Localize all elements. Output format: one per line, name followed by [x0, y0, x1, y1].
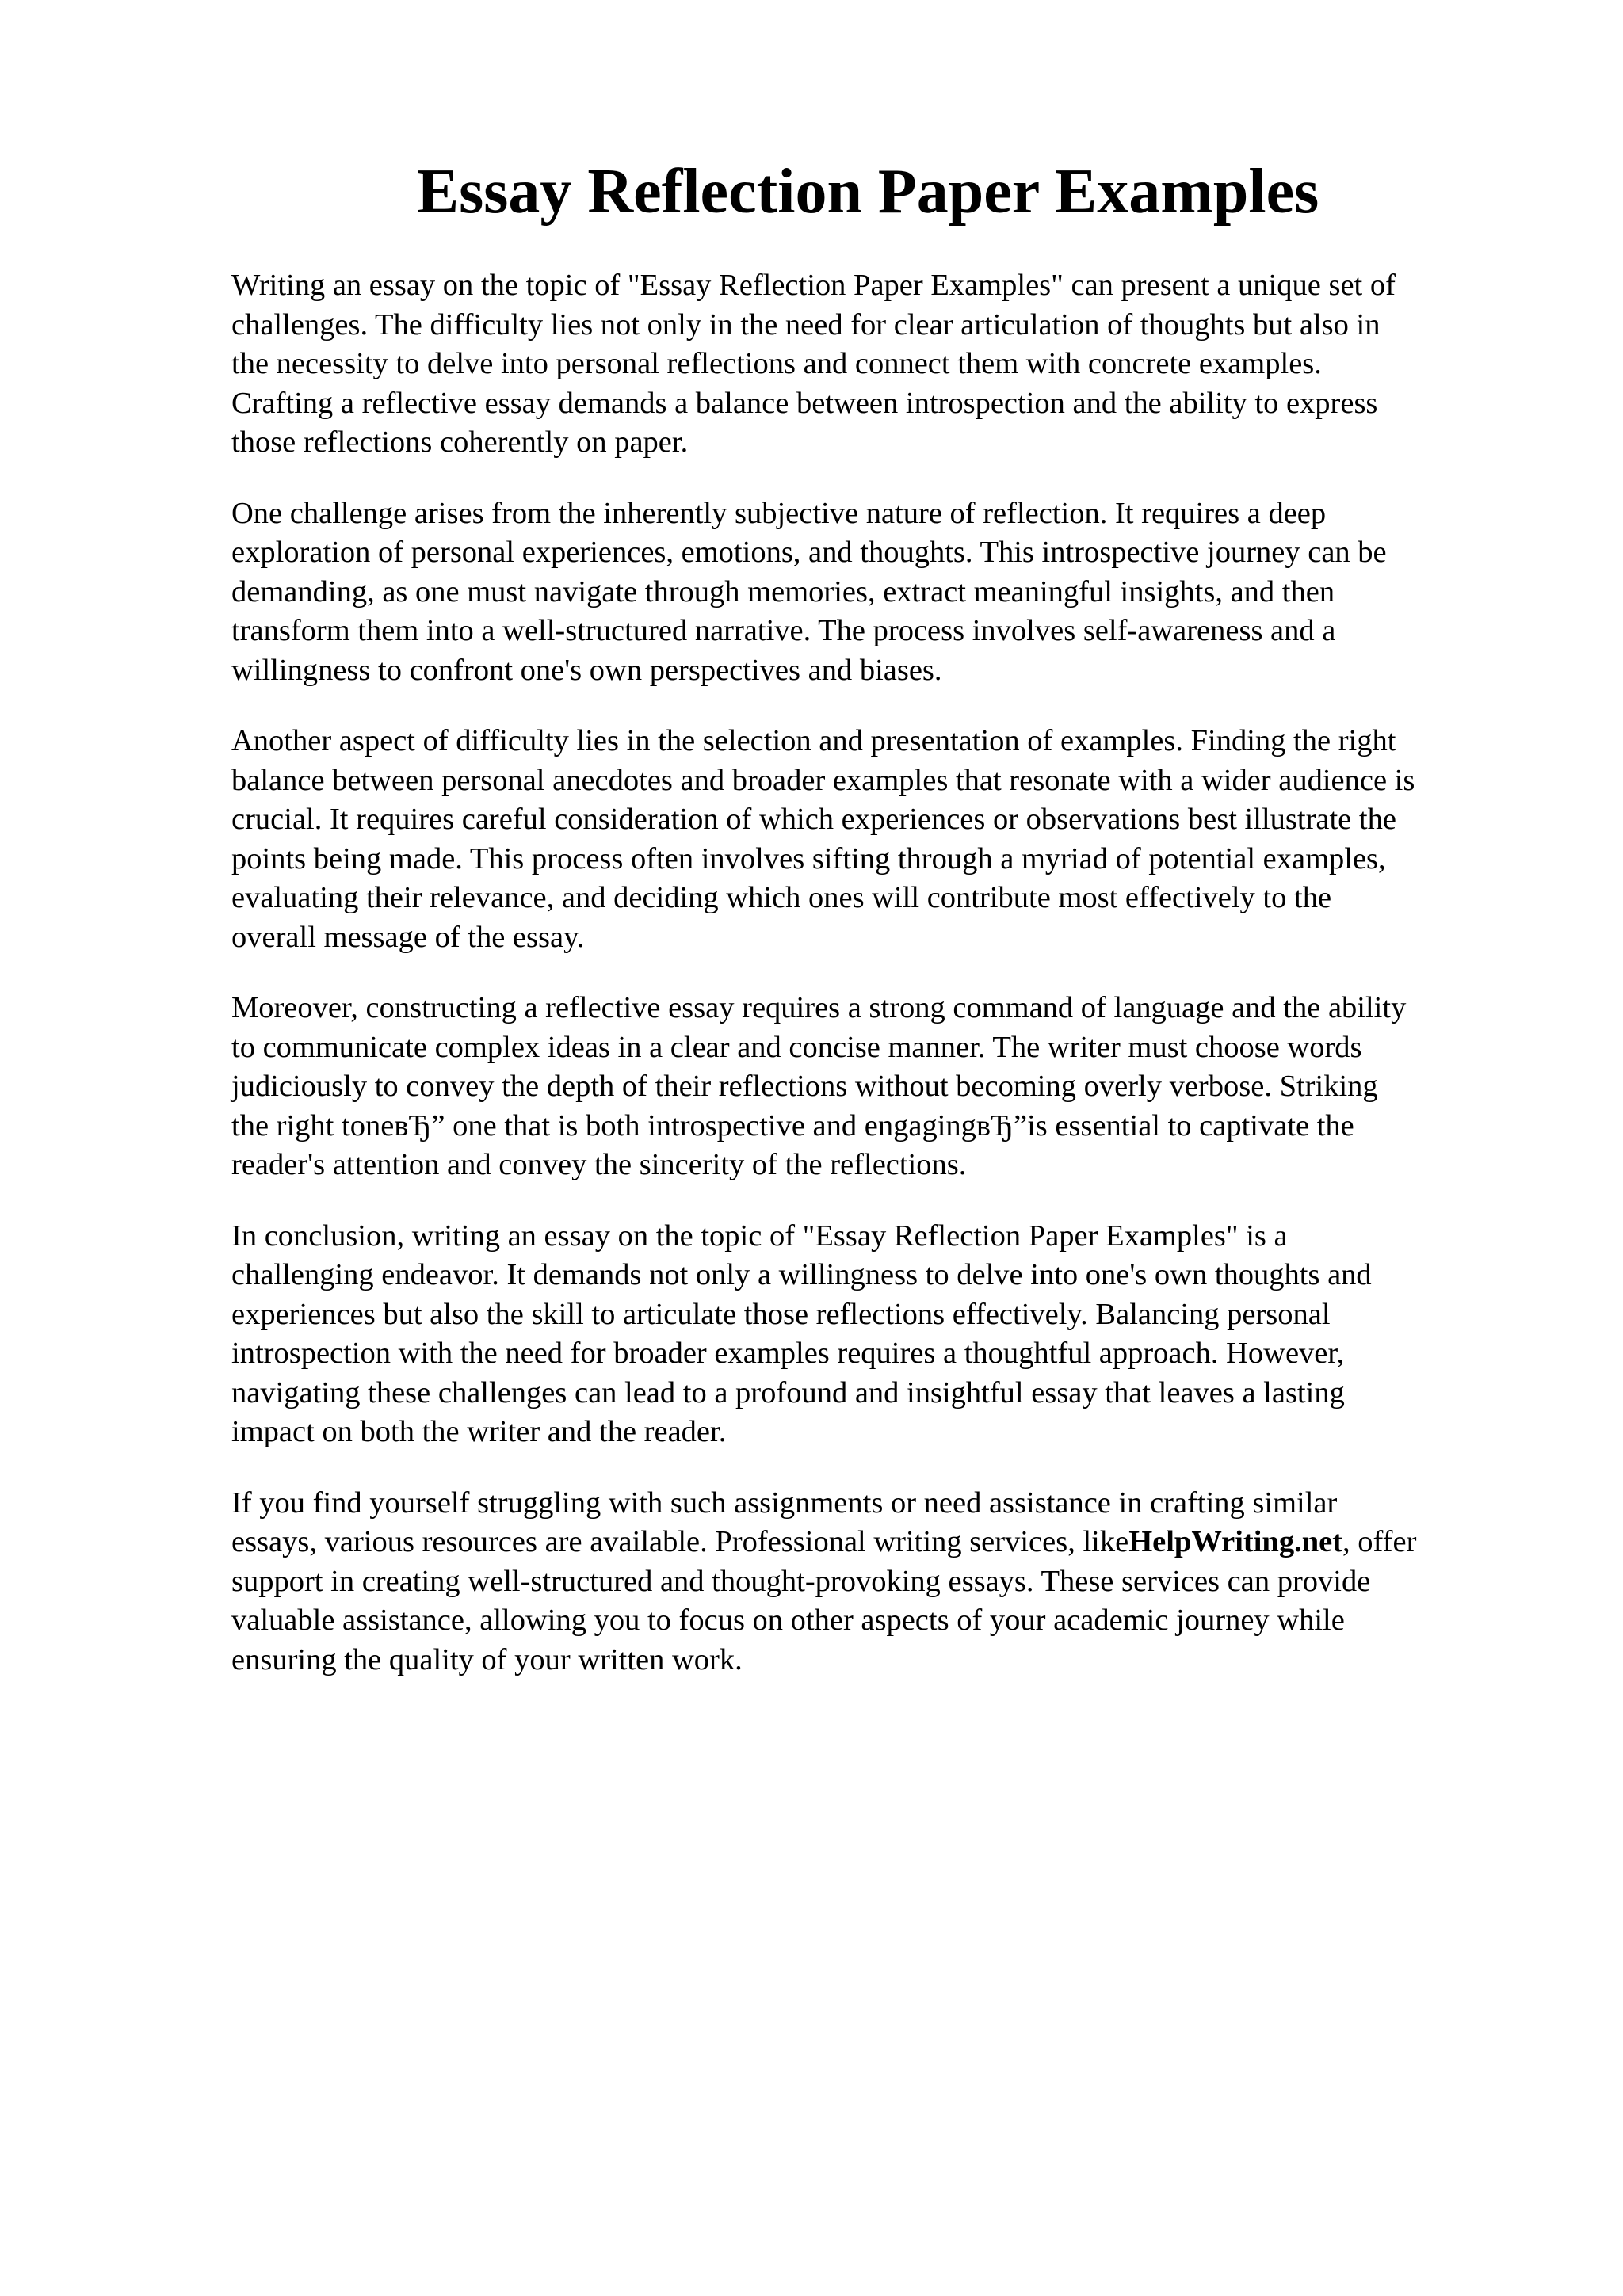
document-body: [231, 266, 1515, 1711]
text-line: willingness to confront one's own perspectives and biases.: [231, 653, 942, 687]
text-line: those reflections coherently on paper.: [231, 425, 689, 459]
text-line: demanding, as one must navigate through memories, extract meaningful insights, and then: [231, 574, 1335, 608]
text-line: exploration of personal experiences, emotions, and thoughts. This introspective journey can be: [231, 536, 1387, 569]
text-line: navigating these challenges can lead to a profound and insightful essay that leaves a lasting: [231, 1375, 1345, 1409]
paragraph-4: [231, 989, 1515, 1185]
text-line: transform them into a well-structured narrative. The process involves self-awareness and a: [231, 614, 1336, 647]
paragraph-6: [231, 1484, 1515, 1680]
text-line: Writing an essay on the topic of "Essay Reflection Paper Examples" can present a unique set of: [231, 269, 1396, 302]
text-line: to communicate complex ideas in a clear and concise manner. The writer must choose words: [231, 1030, 1362, 1064]
text-line: crucial. It requires careful consideration of which experiences or observations best illustrate the: [231, 803, 1396, 836]
text-line: overall message of the essay.: [231, 920, 585, 954]
text-segment: , offer: [1342, 1525, 1417, 1558]
text-line: valuable assistance, allowing you to focus on other aspects of your academic journey while: [231, 1604, 1345, 1637]
text-line: experiences but also the skill to articulate those reflections effectively. Balancing personal: [231, 1297, 1331, 1331]
helpwriting-link[interactable]: HelpWriting.net: [1128, 1525, 1343, 1558]
text-line: judiciously to convey the depth of their reflections without becoming overly verbose. Striking: [231, 1070, 1378, 1103]
text-line: In conclusion, writing an essay on the topic of "Essay Reflection Paper Examples" is a: [231, 1219, 1288, 1253]
text-line: impact on both the writer and the reader.: [231, 1415, 727, 1448]
text-line: introspection with the need for broader examples requires a thoughtful approach. However,: [231, 1337, 1345, 1370]
text-line: Crafting a reflective essay demands a balance between introspection and the ability to express: [231, 386, 1378, 420]
text-line: balance between personal anecdotes and broader examples that resonate with a wider audience is: [231, 763, 1415, 797]
paragraph-2: [231, 494, 1515, 691]
text-line: the necessity to delve into personal reflections and connect them with concrete examples.: [231, 347, 1322, 380]
text-line: ensuring the quality of your written work.: [231, 1642, 743, 1676]
text-line: If you find yourself struggling with such assignments or need assistance in crafting similar: [231, 1486, 1338, 1520]
text-line: Moreover, constructing a reflective essay requires a strong command of language and the ability: [231, 991, 1407, 1024]
text-line: the right toneвЂ” one that is both introspective and engagingвЂ”is essential to captivate the: [231, 1108, 1354, 1142]
paragraph-1: [231, 266, 1515, 463]
text-line: Another aspect of difficulty lies in the selection and presentation of examples. Finding the right: [231, 724, 1396, 757]
document-title: Essay Reflection Paper Examples: [416, 157, 1319, 227]
text-line-with-link: [231, 1523, 1515, 1562]
text-segment: essays, various resources are available. Professional writing services, like: [231, 1525, 1129, 1558]
text-line: evaluating their relevance, and deciding which ones will contribute most effectively to the: [231, 881, 1332, 914]
text-line: reader's attention and convey the sincerity of the reflections.: [231, 1148, 967, 1181]
text-line: support in creating well-structured and thought-provoking essays. These services can provide: [231, 1564, 1371, 1598]
paragraph-5: [231, 1217, 1515, 1452]
text-line: One challenge arises from the inherently subjective nature of reflection. It requires a deep: [231, 496, 1327, 530]
text-line: challenging endeavor. It demands not only a willingness to delve into one's own thoughts and: [231, 1258, 1372, 1291]
text-line: challenges. The difficulty lies not only in the need for clear articulation of thoughts but also in: [231, 307, 1381, 341]
paragraph-3: [231, 722, 1515, 957]
text-line: points being made. This process often involves sifting through a myriad of potential examples,: [231, 841, 1386, 875]
